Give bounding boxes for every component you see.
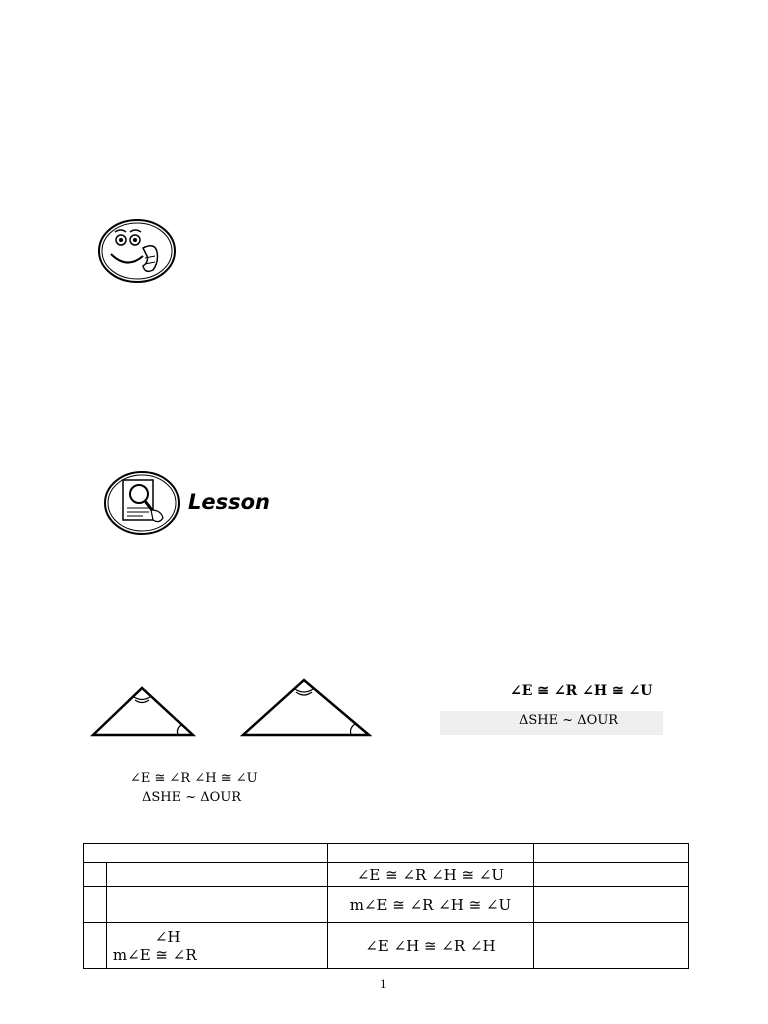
table-cell — [106, 887, 327, 923]
thinking-face-icon — [97, 218, 177, 284]
table-cell: m∠E ≅ ∠R ∠H ≅ ∠U — [327, 887, 534, 923]
table-cell: ∠E ≅ ∠R ∠H ≅ ∠U — [327, 863, 534, 887]
table-cell — [106, 863, 327, 887]
table-cell-num — [84, 863, 107, 887]
page-number: 1 — [380, 976, 387, 991]
triangle-she — [90, 685, 196, 739]
congruence-statement-bold: ∠E ≅ ∠R ∠H ≅ ∠U — [510, 683, 653, 699]
table-cell — [534, 923, 689, 969]
table-cell — [84, 844, 328, 863]
table-cell-line: m∠E ≅ ∠R — [112, 945, 197, 964]
proof-table — [83, 843, 689, 969]
lesson-heading: Lesson — [188, 490, 271, 514]
table-cell — [327, 844, 534, 863]
table-row — [84, 863, 689, 887]
table-header-row — [84, 844, 689, 863]
triangle-our — [240, 677, 372, 739]
table-cell — [106, 923, 327, 969]
congruence-statement-left: ∠E ≅ ∠R ∠H ≅ ∠U — [130, 771, 258, 786]
magnifier-document-icon — [103, 470, 181, 536]
table-row — [84, 887, 689, 923]
table-cell-num — [84, 887, 107, 923]
similarity-statement-right: ΔSHE ~ ΔOUR — [519, 713, 619, 728]
table-cell — [534, 844, 689, 863]
table-cell: ∠E ∠H ≅ ∠R ∠H — [327, 923, 534, 969]
table-row — [84, 923, 689, 969]
table-cell-line: ∠H — [154, 927, 181, 946]
table-cell — [534, 863, 689, 887]
table-cell-num — [84, 923, 107, 969]
similarity-statement-left: ΔSHE ~ ΔOUR — [142, 790, 242, 805]
table-cell — [534, 887, 689, 923]
